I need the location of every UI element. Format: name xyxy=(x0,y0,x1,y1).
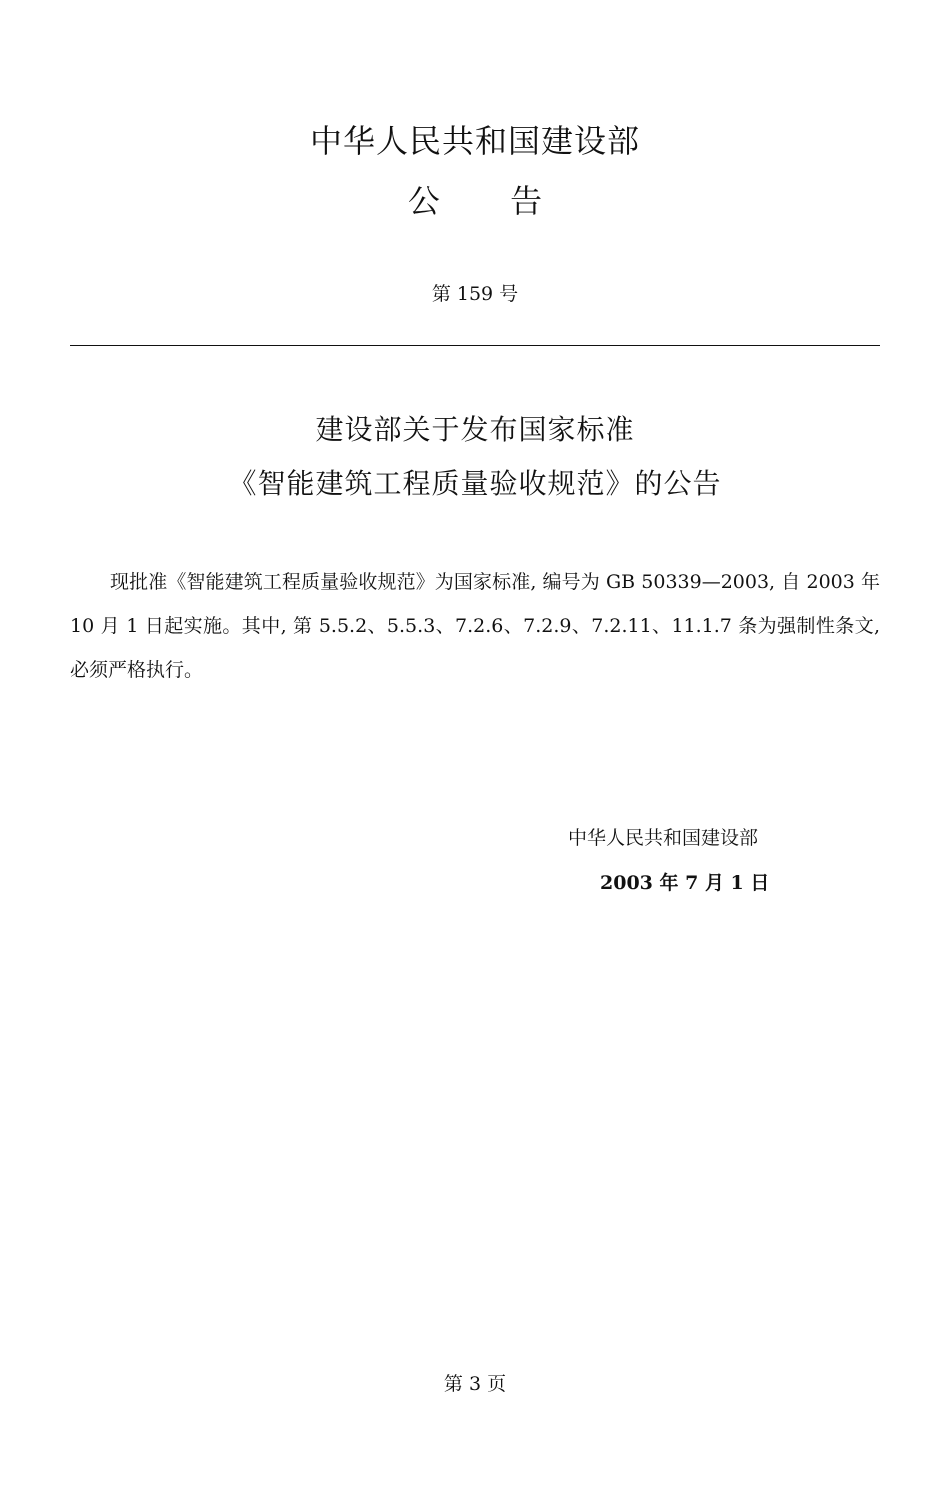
issuer-title: 中华人民共和国建设部 xyxy=(309,122,640,160)
signature-issuer: 中华人民共和国建设部 xyxy=(568,827,759,849)
notice-heading-line2: 《智能建筑工程质量验收规范》的公告 xyxy=(228,467,722,500)
notice-heading-line1: 建设部关于发布国家标准 xyxy=(315,413,635,446)
notice-title: 公 告 xyxy=(407,182,573,220)
notice-body-paragraph: 现批准《智能建筑工程质量验收规范》为国家标准, 编号为 GB 50339—2003, 自 2003 年 10 月 1 日起实施。其中, 第 5.5.2、5.5.3、7.2.6、7.2.9、7.2.11、11.1.7 条为强制性条文, 必须严格执行。 xyxy=(70,571,880,681)
page-number: 第 3 页 xyxy=(443,1373,507,1395)
signature-date: 2003 年 7 月 1 日 xyxy=(600,872,770,894)
header-divider xyxy=(70,345,880,346)
notice-number: 第 159 号 xyxy=(431,283,519,305)
